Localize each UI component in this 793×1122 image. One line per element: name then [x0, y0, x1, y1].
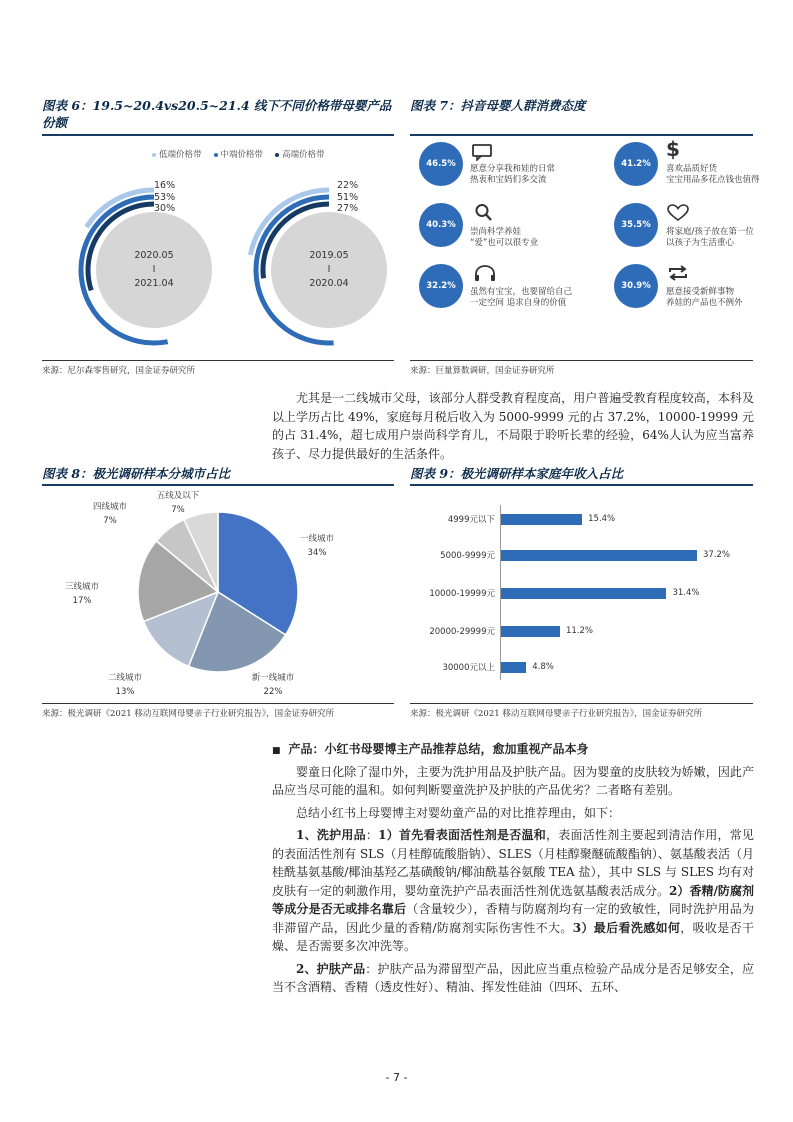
fig7-text-1-line1: 愿意分享我和娃的日常	[470, 164, 556, 174]
fig9-cat-0: 4999元以下	[447, 515, 495, 525]
fig7-text-6	[666, 287, 743, 309]
pie-label-tier5-pct: 7%	[171, 505, 185, 515]
fig7-text-6-line1: 愿意接受新鲜事物	[666, 287, 735, 297]
fig6-left-sep: I	[152, 264, 156, 275]
fig7-text-3	[470, 227, 538, 249]
fig9-bar-2	[501, 588, 666, 599]
fig7-badge-1: 46.5%	[419, 142, 463, 186]
section-p2: 总结小红书上母婴博主对婴幼童产品的对比推荐理由，如下：	[296, 805, 621, 820]
fig7-text-5-line2: 一定空间 追求自身的价值	[470, 298, 567, 308]
legend-dot-high	[275, 153, 279, 157]
pie-label-newtier1-name: 新一线城市	[251, 673, 295, 683]
chat-bubble-icon	[470, 143, 494, 161]
fig9-cat-3: 20000-29999元	[429, 627, 495, 637]
legend-high	[275, 148, 325, 160]
refresh-icon	[666, 264, 690, 282]
magnifier-icon	[473, 203, 497, 221]
legend-dot-low	[152, 153, 156, 157]
legend-dot-mid	[214, 153, 218, 157]
fig7-text-5-line1: 虽然有宝宝，也要留给自己	[470, 287, 573, 297]
legend-mid-label: 中端价格带	[220, 150, 264, 160]
fig9-title: 图表 9：极光调研样本家庭年收入占比	[410, 466, 624, 481]
fig7-text-2-line1: 喜欢品质好货	[666, 164, 718, 174]
pie-label-tier1-pct: 34%	[307, 548, 327, 558]
pie-label-tier2	[95, 671, 155, 699]
section-p4	[272, 960, 754, 997]
fig9-bar-3	[501, 626, 560, 637]
fig6-left-high-pct: 30%	[154, 203, 176, 214]
fig6-bottom-rule	[42, 360, 394, 361]
fig6-source: 来源：尼尔森零售研究，国金证券研究所	[42, 366, 196, 376]
fig9-val-3: 11.2%	[566, 626, 594, 636]
fig9-source: 来源：极光调研《2021 移动互联网母婴亲子行业研究报告》，国金证券研究所	[410, 709, 703, 719]
pie-label-newtier1	[240, 671, 306, 699]
pie-label-tier1-name: 一线城市	[299, 534, 334, 544]
fig8-bottom-rule	[42, 703, 394, 704]
intro-paragraph-text: 尤其是一二线城市父母，该部分人群受教育程度高，用户普遍受教育程度较高，本科及以上学历占比 49%，家庭每月税后收入为 5000-9999 元的占 37.2%，10000-19999 元的占 31.4%，超七成用户崇尚科学育儿，不局限于聆听长辈的经验，64%人认为应当富养孩子、尽力提供最好的生活条件。	[272, 391, 754, 461]
fig7-text-1	[470, 164, 555, 186]
fig6-left-center-label	[114, 249, 194, 291]
fig7-source: 来源：巨量算数调研，国金证券研究所	[410, 366, 555, 376]
pie-label-tier3-pct: 17%	[72, 596, 92, 606]
pie-label-tier4-pct: 7%	[103, 516, 117, 526]
fig6-right-pcts	[337, 180, 358, 215]
section-heading-text: 产品：小红书母婴博主产品推荐总结，愈加重视产品本身	[288, 742, 589, 756]
section-p3-b3: 3）最后看洗感如何	[572, 920, 681, 935]
pie-label-tier3	[52, 580, 112, 608]
fig9-val-1: 37.2%	[703, 550, 731, 560]
fig7-title-rule	[410, 134, 753, 136]
fig6-right-period-top: 2019.05	[309, 250, 349, 261]
fig8-source: 来源：极光调研《2021 移动互联网母婴亲子行业研究报告》，国金证券研究所	[42, 709, 335, 719]
pie-label-tier3-name: 三线城市	[64, 582, 99, 592]
page-number: - 7 -	[385, 1071, 408, 1084]
fig8-title: 图表 8：极光调研样本分城市占比	[42, 466, 231, 481]
fig7-badge-5: 32.2%	[419, 264, 463, 308]
heart-icon	[666, 204, 690, 222]
section-p4-lead: 2、护肤产品	[296, 961, 366, 976]
fig7-badge-4: 35.5%	[614, 203, 658, 247]
fig6-title-rule	[42, 134, 394, 136]
fig7-text-2	[666, 164, 760, 186]
pie-label-newtier1-pct: 22%	[263, 687, 283, 697]
pie-label-tier4	[80, 500, 140, 528]
fig8-title-rule	[42, 484, 394, 486]
fig7-text-5	[470, 287, 572, 309]
section-p3-t1: ，表面活性剂主要起到清洁作用，常见的表面活性剂有 SLS（月桂醇硫酸脂钠）、SLES（月桂醇聚醚硫酸酯钠）、氨基酸表活（月桂酰基氨基酸/椰油基羟乙基磺酸钠/椰油酰基谷氨酸 TEA 盐），其中 SLS 与 SLES 均有对皮肤有一定的刺激作用，婴幼童洗护产品表面活性剂优选氨基酸表活成分。	[272, 828, 754, 898]
fig6-right-center-label	[289, 249, 369, 291]
fig9-val-2: 31.4%	[672, 588, 700, 598]
fig6-left-low-pct: 16%	[154, 180, 176, 191]
fig6-left-pcts	[154, 180, 175, 215]
fig9-bottom-rule	[410, 703, 753, 704]
fig6-left-period-top: 2020.05	[134, 250, 174, 261]
fig6-legend	[152, 148, 325, 160]
fig6-right-low-pct: 22%	[337, 180, 359, 191]
section-p3-colon: ：	[365, 828, 379, 842]
fig6-right-high-pct: 27%	[337, 203, 359, 214]
section-p3-b2: 2）香精/防腐剂等成分是否无或排名靠后	[272, 883, 754, 916]
section-body	[272, 740, 754, 997]
legend-low	[152, 148, 202, 160]
fig7-text-4-line1: 将家庭/孩子放在第一位	[666, 227, 754, 237]
fig9-title-rule	[410, 484, 753, 486]
dollar-icon: $	[666, 137, 680, 161]
fig7-text-3-line2: “爱”也可以很专业	[470, 238, 539, 248]
fig6-left-period-bottom: 2021.04	[134, 278, 174, 289]
fig6-right-period-bottom: 2020.04	[309, 278, 349, 289]
fig9-cat-4: 30000元以上	[442, 663, 495, 673]
fig9-cat-2: 10000-19999元	[429, 589, 495, 599]
fig7-text-4	[666, 227, 754, 249]
section-p3-t2: （含量较少），香精与防腐剂均有一定的致敏性，同时洗护用品为非滞留产品，因此少量的香精/防腐剂实际伤害性不大。	[272, 902, 754, 935]
fig6-left-mid-pct: 53%	[154, 191, 176, 203]
fig9-bar-0	[501, 514, 582, 525]
pie-label-tier2-pct: 13%	[115, 687, 135, 697]
fig6-right-sep: I	[327, 264, 331, 275]
section-p3	[272, 826, 754, 956]
fig7-text-2-line2: 宝宝用品多花点钱也值得	[666, 175, 760, 185]
fig7-text-1-line2: 热衷和宝妈们多交流	[470, 175, 547, 185]
fig7-text-6-line2: 养娃的产品也不例外	[666, 298, 743, 308]
intro-paragraph	[272, 389, 754, 463]
fig6-title: 图表 6：19.5~20.4vs20.5~21.4 线下不同价格带母婴产品份额	[42, 98, 392, 130]
section-p1: 婴童日化除了湿巾外，主要为洗护用品及护肤产品。因为婴童的皮肤较为娇嫩，因此产品应当尽可能的温和。如何判断婴童洗护及护肤的产品优劣？二者略有差别。	[272, 764, 754, 797]
fig9-val-4: 4.8%	[532, 662, 554, 672]
fig9-bar-1	[501, 550, 697, 561]
fig7-badge-3: 40.3%	[419, 203, 463, 247]
section-p3-t3: ，吸收是否干燥、是否需要多次冲洗等。	[272, 920, 754, 953]
fig7-badge-2: 41.2%	[614, 142, 658, 186]
legend-low-label: 低端价格带	[159, 150, 202, 160]
legend-mid	[214, 148, 264, 160]
fig7-text-4-line2: 以孩子为生活重心	[666, 238, 735, 248]
section-bullet: ■	[272, 746, 281, 756]
fig9-val-0: 15.4%	[588, 514, 616, 524]
fig9-cat-1: 5000-9999元	[440, 551, 495, 561]
section-p3-b1: 1）首先看表面活性剂是否温和	[378, 828, 546, 842]
fig7-title: 图表 7：抖音母婴人群消费态度	[410, 98, 586, 113]
pie-label-tier4-name: 四线城市	[92, 502, 127, 512]
headphones-icon	[473, 264, 497, 282]
legend-high-label: 高端价格带	[282, 150, 325, 160]
fig9-bar-4	[501, 662, 526, 673]
fig7-badge-6: 30.9%	[614, 264, 658, 308]
section-heading	[272, 740, 754, 761]
section-p3-lead: 1、洗护用品	[296, 828, 366, 842]
section-p4-text: ：护肤产品为滞留型产品，因此应当重点检验产品成分是否足够安全，应当不含酒精、香精（透皮性好）、精油、挥发性硅油（四环、五环、	[272, 961, 754, 994]
pie-label-tier5-name: 五线及以下	[156, 491, 200, 501]
pie-label-tier2-name: 二线城市	[107, 673, 142, 683]
fig7-bottom-rule	[410, 360, 753, 361]
pie-label-tier1	[287, 532, 347, 560]
fig6-right-mid-pct: 51%	[337, 191, 359, 203]
fig7-text-3-line1: 崇尚科学养娃	[470, 227, 522, 237]
pie-label-tier5	[145, 489, 211, 517]
